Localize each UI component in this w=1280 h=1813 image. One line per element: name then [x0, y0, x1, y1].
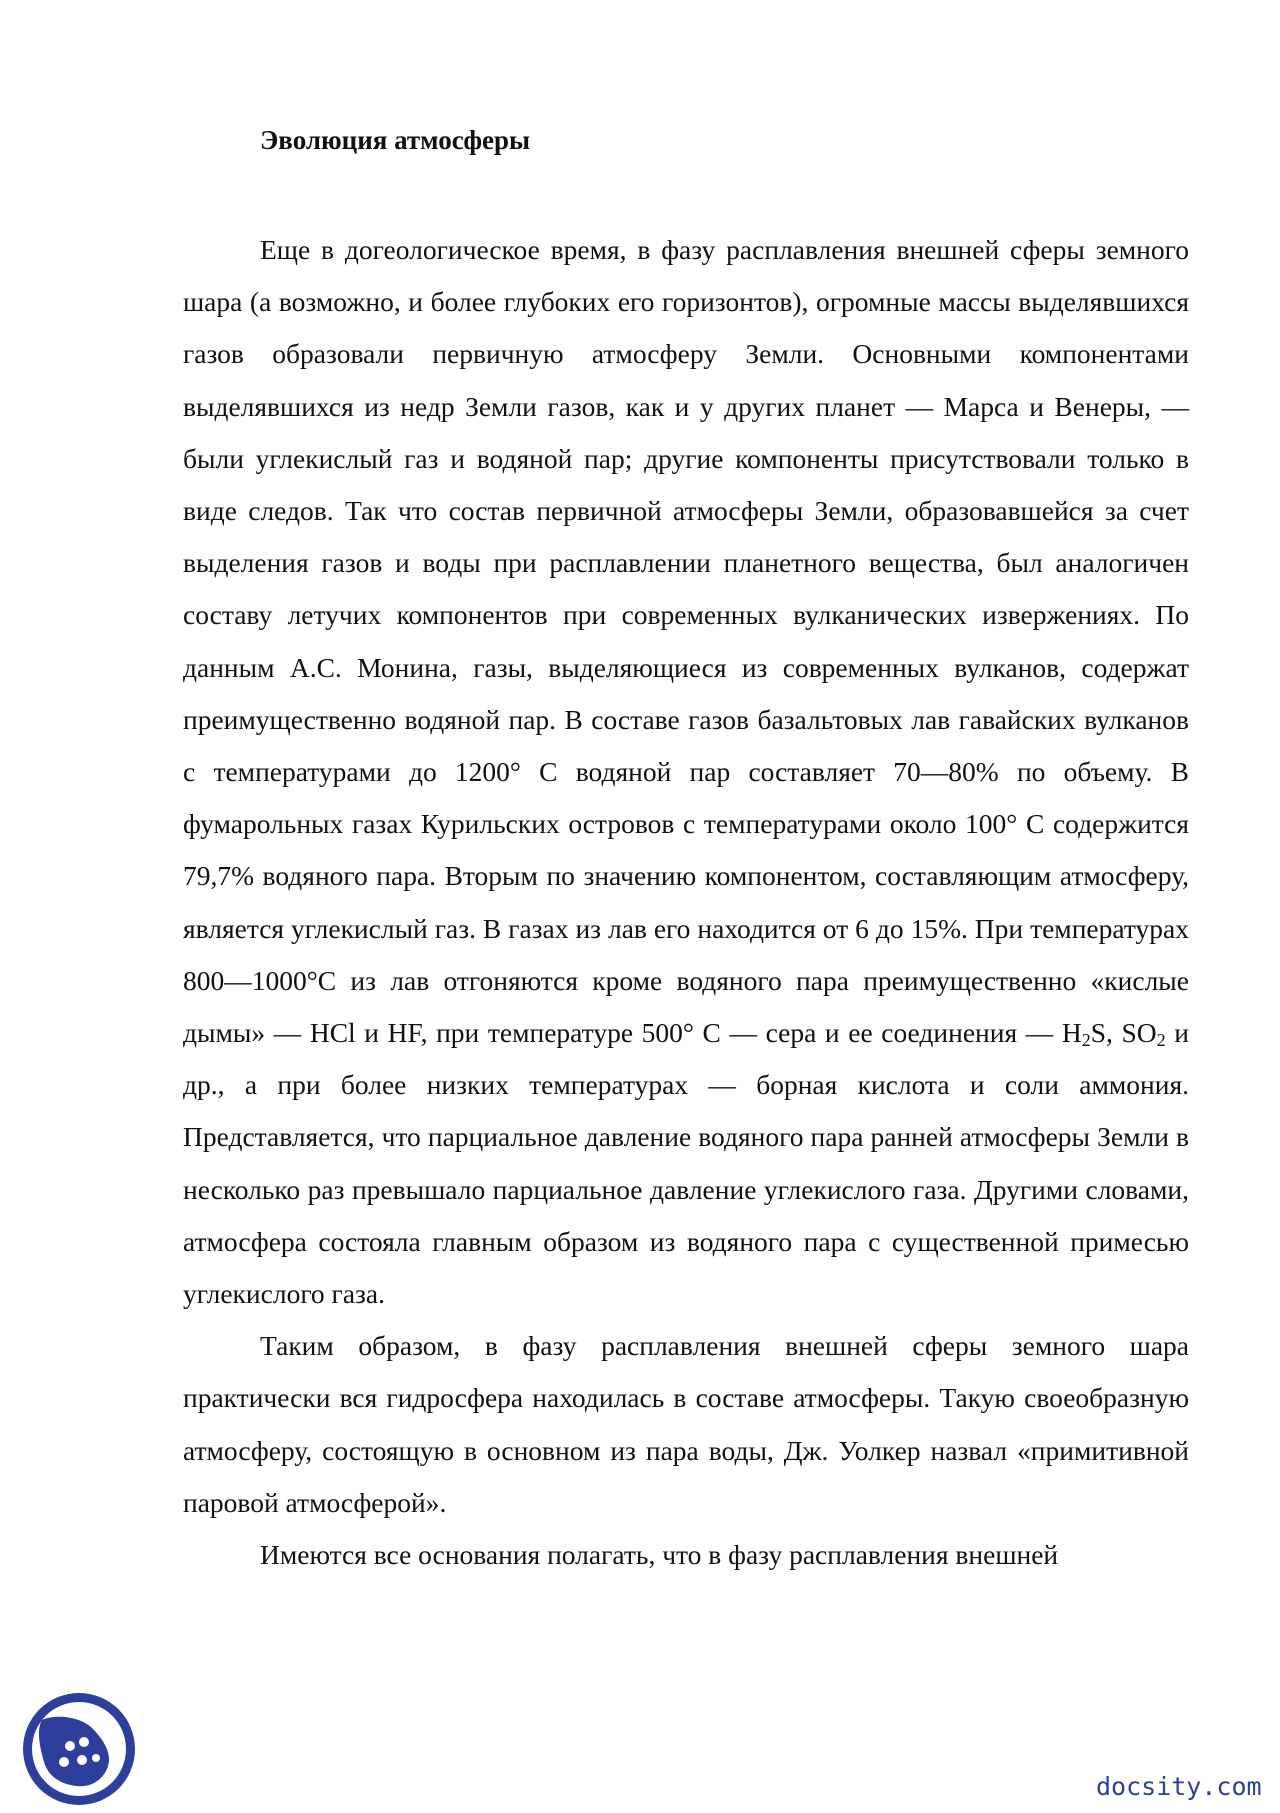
paragraph-1-text-b: S, SO: [1090, 1017, 1157, 1049]
docsity-brand-link[interactable]: docsity.com: [1096, 1772, 1262, 1801]
paragraph-1-text-a: Еще в догеологическое время, в фазу расплавления внешней сферы земного шара (а возможно, и более глубоких его горизонтов), огромные массы выделявшихся газов образовали первичную атмосферу Земли. Основными компонентами выделявшихся из недр Земли газов, как и у других планет — Марса и Венеры, — были углекислый газ и водяной пар; другие компоненты присутствовали только в виде следов. Так что состав первичной атмосферы Земли, образовавшейся за счет выделения газов и воды при расплавлении планетного вещества, был аналогичен составу летучих компонентов при современных вулканических извержениях. По данным А.С. Монина, газы, выделяющиеся из современных вулканов, содержат преимущественно водяной пар. В составе газов базальтовых лав гавайских вулканов с температурами до 1200° С водяной пар составляет 70—80% по объему. В фумарольных газах Курильских островов с температурами около 100° С содержится 79,7% водяного пара. Вторым по значению компонентом, составляющим атмосферу, является углекислый газ. В газах из лав его находится от 6 до 15%. При температурах 800—1000°С из лав отгоняются кроме водяного пара преимущественно «кислые дымы» — HCl и HF, при температуре 500° С — сера и ее соединения — H: [183, 234, 1189, 1049]
paragraph-3: Имеются все основания полагать, что в фазу расплавления внешней: [260, 1539, 1059, 1571]
paragraph-1: [183, 224, 1189, 1320]
document-title: Эволюция атмосферы: [260, 125, 531, 155]
so2-subscript: 2: [1156, 1030, 1166, 1051]
docsity-logo-icon[interactable]: [20, 1690, 138, 1808]
paragraph-1-text-c: и др., а при более низких температурах — борная кислота и соли аммония. Представляется, что парциальное давление водяного пара ранней атмосферы Земли в несколько раз превышало парциальное давление углекислого газа. Другими словами, атмосфера состояла главным образом из водяного пара с существенной примесью углекислого газа.: [183, 1017, 1190, 1310]
h2s-subscript: 2: [1081, 1030, 1091, 1051]
document-body: [183, 224, 1189, 1581]
paragraph-2: Таким образом, в фазу расплавления внешней сферы земного шара практически вся гидросфера находилась в составе атмосферы. Такую своеобразную атмосферу, состоящую в основном из пара воды, Дж. Уолкер назвал «примитивной паровой атмосферой».: [183, 1330, 1189, 1518]
